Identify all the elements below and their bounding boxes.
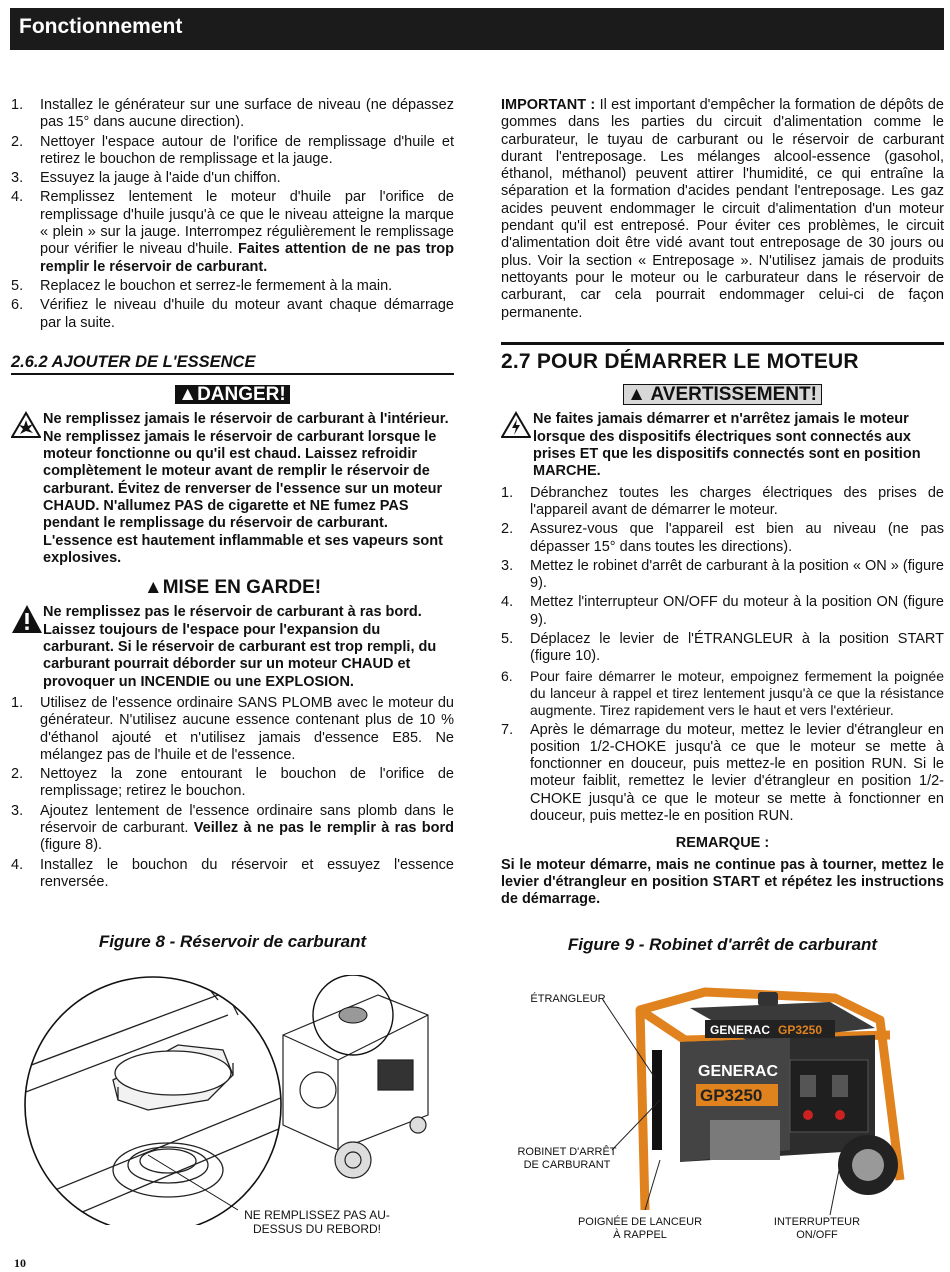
danger-message: Ne remplissez jamais le réservoir de carburant à l'intérieur. Ne remplissez jamais le réservoir de carburant lorsque le moteur fonctionne ou qu'il est chaud. Laissez refroidir complètement le moteur avant de remplir le réservoir de carburant. Évitez de renverser de l'essence sur un moteur CHAUD. N'allumez PAS de cigarette et NE fumez PAS pendant le remplissage du réservoir de carburant. L'essence est hautement inflammable et ses vapeurs sont explosives. bbox=[11, 411, 454, 567]
list-item: 4. Mettez l'interrupteur ON/OFF du moteur à la position ON (figure 9). bbox=[501, 594, 944, 628]
danger-badge: ▲DANGER! bbox=[175, 385, 289, 404]
explosion-hazard-icon bbox=[11, 411, 41, 439]
section-header-bar bbox=[10, 8, 944, 50]
list-item: 7. Après le démarrage du moteur, mettez le levier d'étrangleur en position 1/2-CHOKE jusqu'à ce que le moteur se mette à fonctionner en douceur, puis mettez-le en position RUN. Si le moteur faiblit, remettez le levier d'étrangleur en position 1/2-CHOKE jusqu'à ce que le moteur se mette à fonctionner en douceur, puis mettez-le en position RUN. bbox=[501, 721, 944, 824]
start-steps-list bbox=[501, 485, 944, 826]
brand-text-top: GENERAC bbox=[710, 1023, 771, 1037]
danger-badge-wrap bbox=[11, 385, 454, 405]
warning-triangle-icon: ▲ bbox=[627, 384, 646, 406]
list-item: 1. Utilisez de l'essence ordinaire SANS PLOMB avec le moteur du générateur. N'utilisez aucune essence contenant plus de 10 % d'éthanol ajouté et n'utilisez jamais d'essence E85. Ne mélangez pas de l'huile et de l'essence. bbox=[11, 694, 454, 763]
caution-badge-wrap bbox=[11, 579, 454, 598]
model-text-side: GP3250 bbox=[700, 1086, 763, 1105]
fuel-tank-illustration bbox=[18, 975, 443, 1225]
warning-triangle-icon: ▲ bbox=[143, 577, 163, 599]
electric-shock-icon bbox=[501, 411, 531, 439]
section-header-title: Fonctionnement bbox=[19, 15, 183, 38]
section-heading-start-engine: 2.7 POUR DÉMARRER LE MOTEUR bbox=[501, 342, 944, 370]
exclamation-triangle-icon bbox=[11, 604, 43, 634]
warning-message: Ne faites jamais démarrer et n'arrêtez jamais le moteur lorsque des dispositifs électriques sont connectés aux prises ET que les dispositifs connectés sont en position MARCHE. bbox=[501, 411, 944, 480]
caution-badge: ▲MISE EN GARDE! bbox=[143, 577, 322, 599]
model-text-top: GP3250 bbox=[778, 1023, 823, 1037]
warning-triangle-icon: ▲ bbox=[178, 384, 198, 406]
switch-callout-line bbox=[810, 1160, 890, 1220]
list-item: 6. Vérifiez le niveau d'huile du moteur avant chaque démarrage par la suite. bbox=[11, 297, 454, 331]
list-item: 4. Installez le bouchon du réservoir et essuyez l'essence renversée. bbox=[11, 856, 454, 890]
caution-message: Ne remplissez pas le réservoir de carburant à ras bord. Laissez toujours de l'espace pour l'expansion du carburant. Si le réservoir de carburant est trop rempli, du carburant pourrait déborder sur un moteur CHAUD et provoquer un INCENDIE ou une EXPLOSION. bbox=[11, 604, 454, 690]
oil-steps-list bbox=[11, 97, 454, 332]
note-text: Si le moteur démarre, mais ne continue pas à tourner, mettez le levier d'étrangleur en position START et répétez les instructions de démarrage. bbox=[501, 856, 944, 908]
list-item: 1. Installez le générateur sur une surface de niveau (ne dépassez pas 15° dans aucune direction). bbox=[11, 97, 454, 131]
list-item: 2. Nettoyez la zone entourant le bouchon de l'orifice de remplissage; retirez le bouchon. bbox=[11, 766, 454, 800]
list-item: 6. Pour faire démarrer le moteur, empoignez fermement la poignée du lanceur à rappel et tirez lentement jusqu'à ce que la résistance augmente. Tirez rapidement vers le haut et vers l'extérieur. bbox=[501, 667, 944, 719]
choke-label: ÉTRANGLEUR bbox=[530, 993, 606, 1005]
list-item: 3. Ajoutez lentement de l'essence ordinaire sans plomb dans le réservoir de carburant. Veillez à ne pas le remplir à ras bord (figure 8). bbox=[11, 802, 454, 854]
list-item: 4. Remplissez lentement le moteur d'huile par l'orifice de remplissage d'huile jusqu'à ce que le niveau atteigne la marque « plein » sur la jauge. Interrompez régulièrement le remplissage pour vérifier le niveau d'huile. Faites attention de ne pas trop remplir le réservoir de carburant. bbox=[11, 189, 454, 275]
page-number: 10 bbox=[14, 1256, 26, 1270]
list-item: 5. Déplacez le levier de l'ÉTRANGLEUR à la position START (figure 10). bbox=[501, 631, 944, 665]
fill-rim-warning-label: NE REMPLISSEZ PAS AU-DESSUS DU REBORD! bbox=[244, 1208, 390, 1236]
warning-badge-wrap bbox=[501, 384, 944, 405]
important-paragraph: IMPORTANT : Il est important d'empêcher la formation de dépôts de gommes dans les parties du circuit d'alimentation comme le carburateur, le tuyau de carburant ou le réservoir de carburant durant l'entreposage. Les mélanges alcool-essence (gasohol, éthanol, méthanol) peuvent attirer l'humidité, ce qui entraîne la séparation et la formation d'acides pendant l'entreposage. Les gaz acides peuvent endommager le circuit d'alimentation d'un moteur pendant qu'il est entreposé. Pour éviter ces problèmes, le circuit d'alimentation doit être vidé avant tout entreposage de 30 jours ou plus. Voir la section « Entreposage ». N'utilisez jamais de produits nettoyants pour le moteur ou le carburateur dans le réservoir de carburant, car cela pourrait endommager celui-ci de façon permanente. bbox=[501, 97, 945, 321]
list-item: 1. Débranchez toutes les charges électriques des prises de l'appareil avant de démarrer le moteur. bbox=[501, 484, 944, 518]
left-column bbox=[11, 97, 454, 893]
warning-badge: ▲ AVERTISSEMENT! bbox=[623, 384, 822, 405]
list-item: 3. Essuyez la jauge à l'aide d'un chiffon. bbox=[11, 170, 281, 187]
list-item: 2. Nettoyer l'espace autour de l'orifice de remplissage d'huile et retirez le bouchon de remplissage et la jauge. bbox=[11, 133, 454, 167]
on-off-switch-label: INTERRUPTEUR ON/OFF bbox=[773, 1216, 861, 1241]
fuel-valve-label: ROBINET D'ARRÊT DE CARBURANT bbox=[517, 1146, 617, 1171]
fuel-steps-list bbox=[11, 695, 454, 891]
list-item: 5. Replacez le bouchon et serrez-le fermement à la main. bbox=[11, 277, 393, 294]
section-heading-add-fuel: 2.6.2 AJOUTER DE L'ESSENCE bbox=[11, 354, 454, 375]
callout-lines bbox=[560, 990, 690, 1230]
figure-9-caption: Figure 9 - Robinet d'arrêt de carburant bbox=[567, 935, 878, 954]
brand-text-side: GENERAC bbox=[698, 1063, 779, 1080]
list-item: 3. Mettez le robinet d'arrêt de carburant à la position « ON » (figure 9). bbox=[501, 557, 944, 592]
right-column bbox=[501, 97, 944, 908]
figure-8-caption: Figure 8 - Réservoir de carburant bbox=[98, 932, 367, 951]
list-item: 2. Assurez-vous que l'appareil est bien au niveau (ne pas dépasser 15° dans toutes les directions). bbox=[501, 521, 944, 555]
recoil-handle-label: POIGNÉE DE LANCEUR À RAPPEL bbox=[577, 1216, 703, 1241]
note-heading: REMARQUE : bbox=[675, 835, 770, 852]
